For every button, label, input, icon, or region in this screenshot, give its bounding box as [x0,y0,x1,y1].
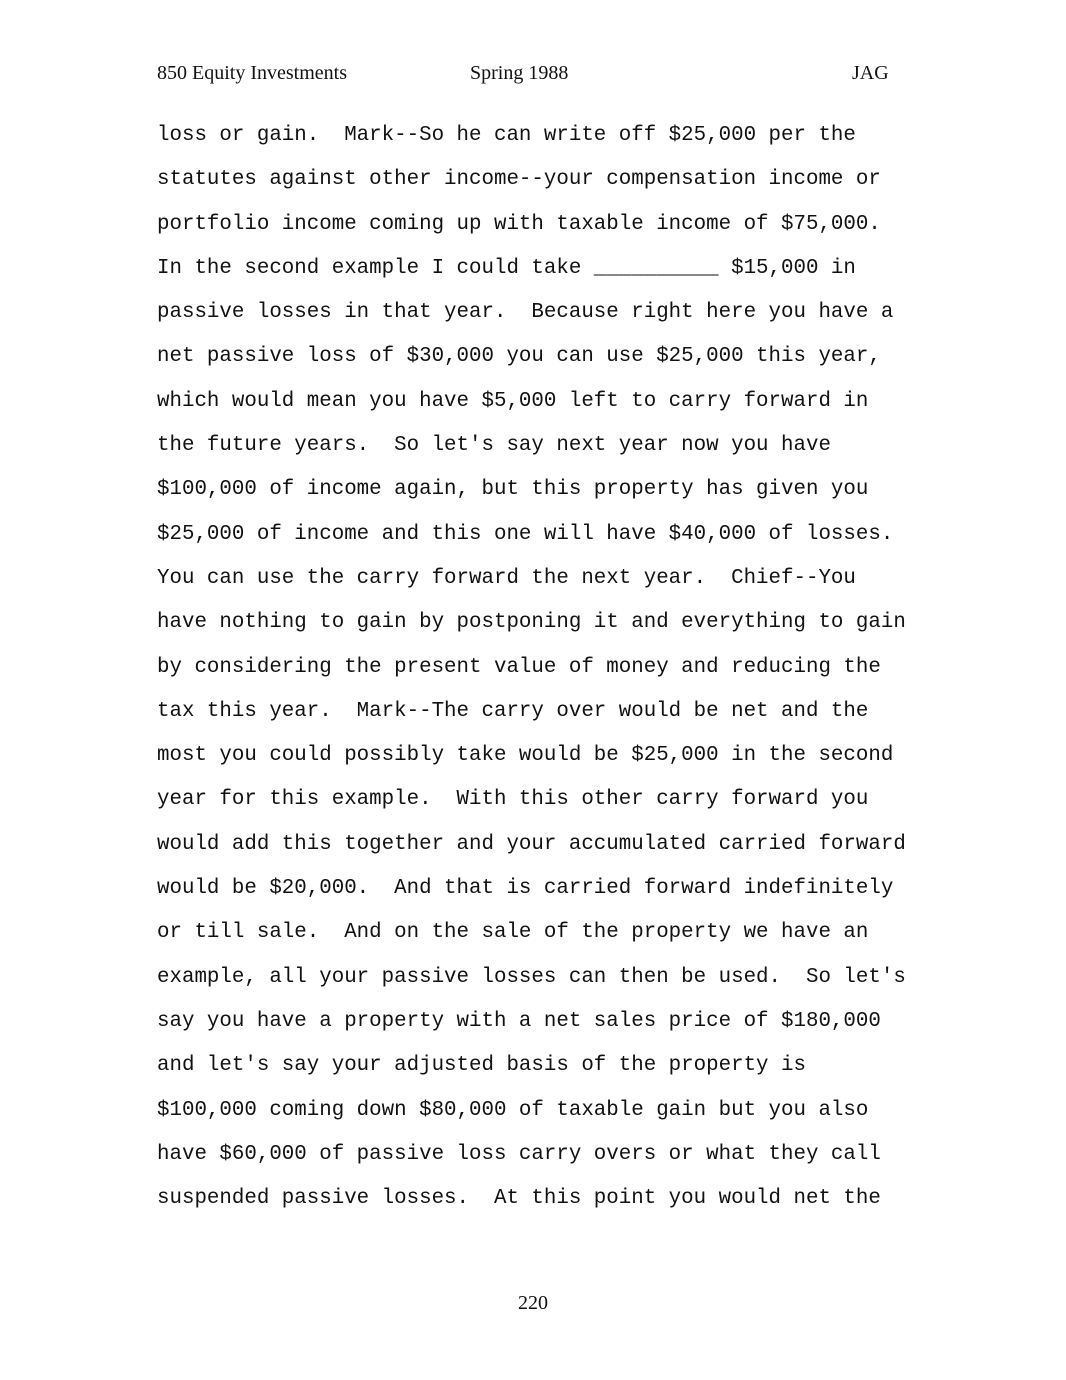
text-line: or till sale. And on the sale of the property we have an [157,921,869,945]
text-line: example, all your passive losses can then be used. So let's [157,965,906,989]
text-line: year for this example. With this other carry forward you [157,788,869,812]
text-line: In the second example I could take __________ $15,000 in [157,256,856,280]
text-line: $100,000 coming down $80,000 of taxable gain but you also [157,1098,869,1122]
text-line: the future years. So let's say next year now you have [157,434,831,458]
text-line: $100,000 of income again, but this property has given you [157,478,869,502]
text-line: and let's say your adjusted basis of the property is [157,1054,806,1078]
text-line: You can use the carry forward the next year. Chief--You [157,566,856,590]
text-line: say you have a property with a net sales price of $180,000 [157,1009,881,1033]
text-line: have nothing to gain by postponing it and everything to gain [157,611,906,635]
course-title: 850 Equity Investments [157,62,347,84]
text-line: which would mean you have $5,000 left to carry forward in [157,389,869,413]
term: Spring 1988 [470,62,569,84]
text-line: $25,000 of income and this one will have $40,000 of losses. [157,522,894,546]
text-line: by considering the present value of money and reducing the [157,655,881,679]
text-line: passive losses in that year. Because right here you have a [157,301,894,325]
text-line: suspended passive losses. At this point you would net the [157,1187,881,1211]
page-header [0,62,1066,90]
text-line: loss or gain. Mark--So he can write off $25,000 per the [157,124,856,147]
page-number: 220 [518,1292,548,1314]
text-line: portfolio income coming up with taxable income of $75,000. [157,212,881,236]
text-line: would be $20,000. And that is carried forward indefinitely [157,877,894,901]
text-line: statutes against other income--your compensation income or [157,168,881,192]
text-line: net passive loss of $30,000 you can use $25,000 this year, [157,345,881,369]
text-line: have $60,000 of passive loss carry overs or what they call [157,1142,881,1166]
text-line: tax this year. Mark--The carry over would be net and the [157,699,869,723]
transcript-body [157,118,937,1225]
author-initials: JAG [852,62,889,84]
text-line: most you could possibly take would be $25,000 in the second [157,744,894,768]
text-line: would add this together and your accumulated carried forward [157,832,906,856]
